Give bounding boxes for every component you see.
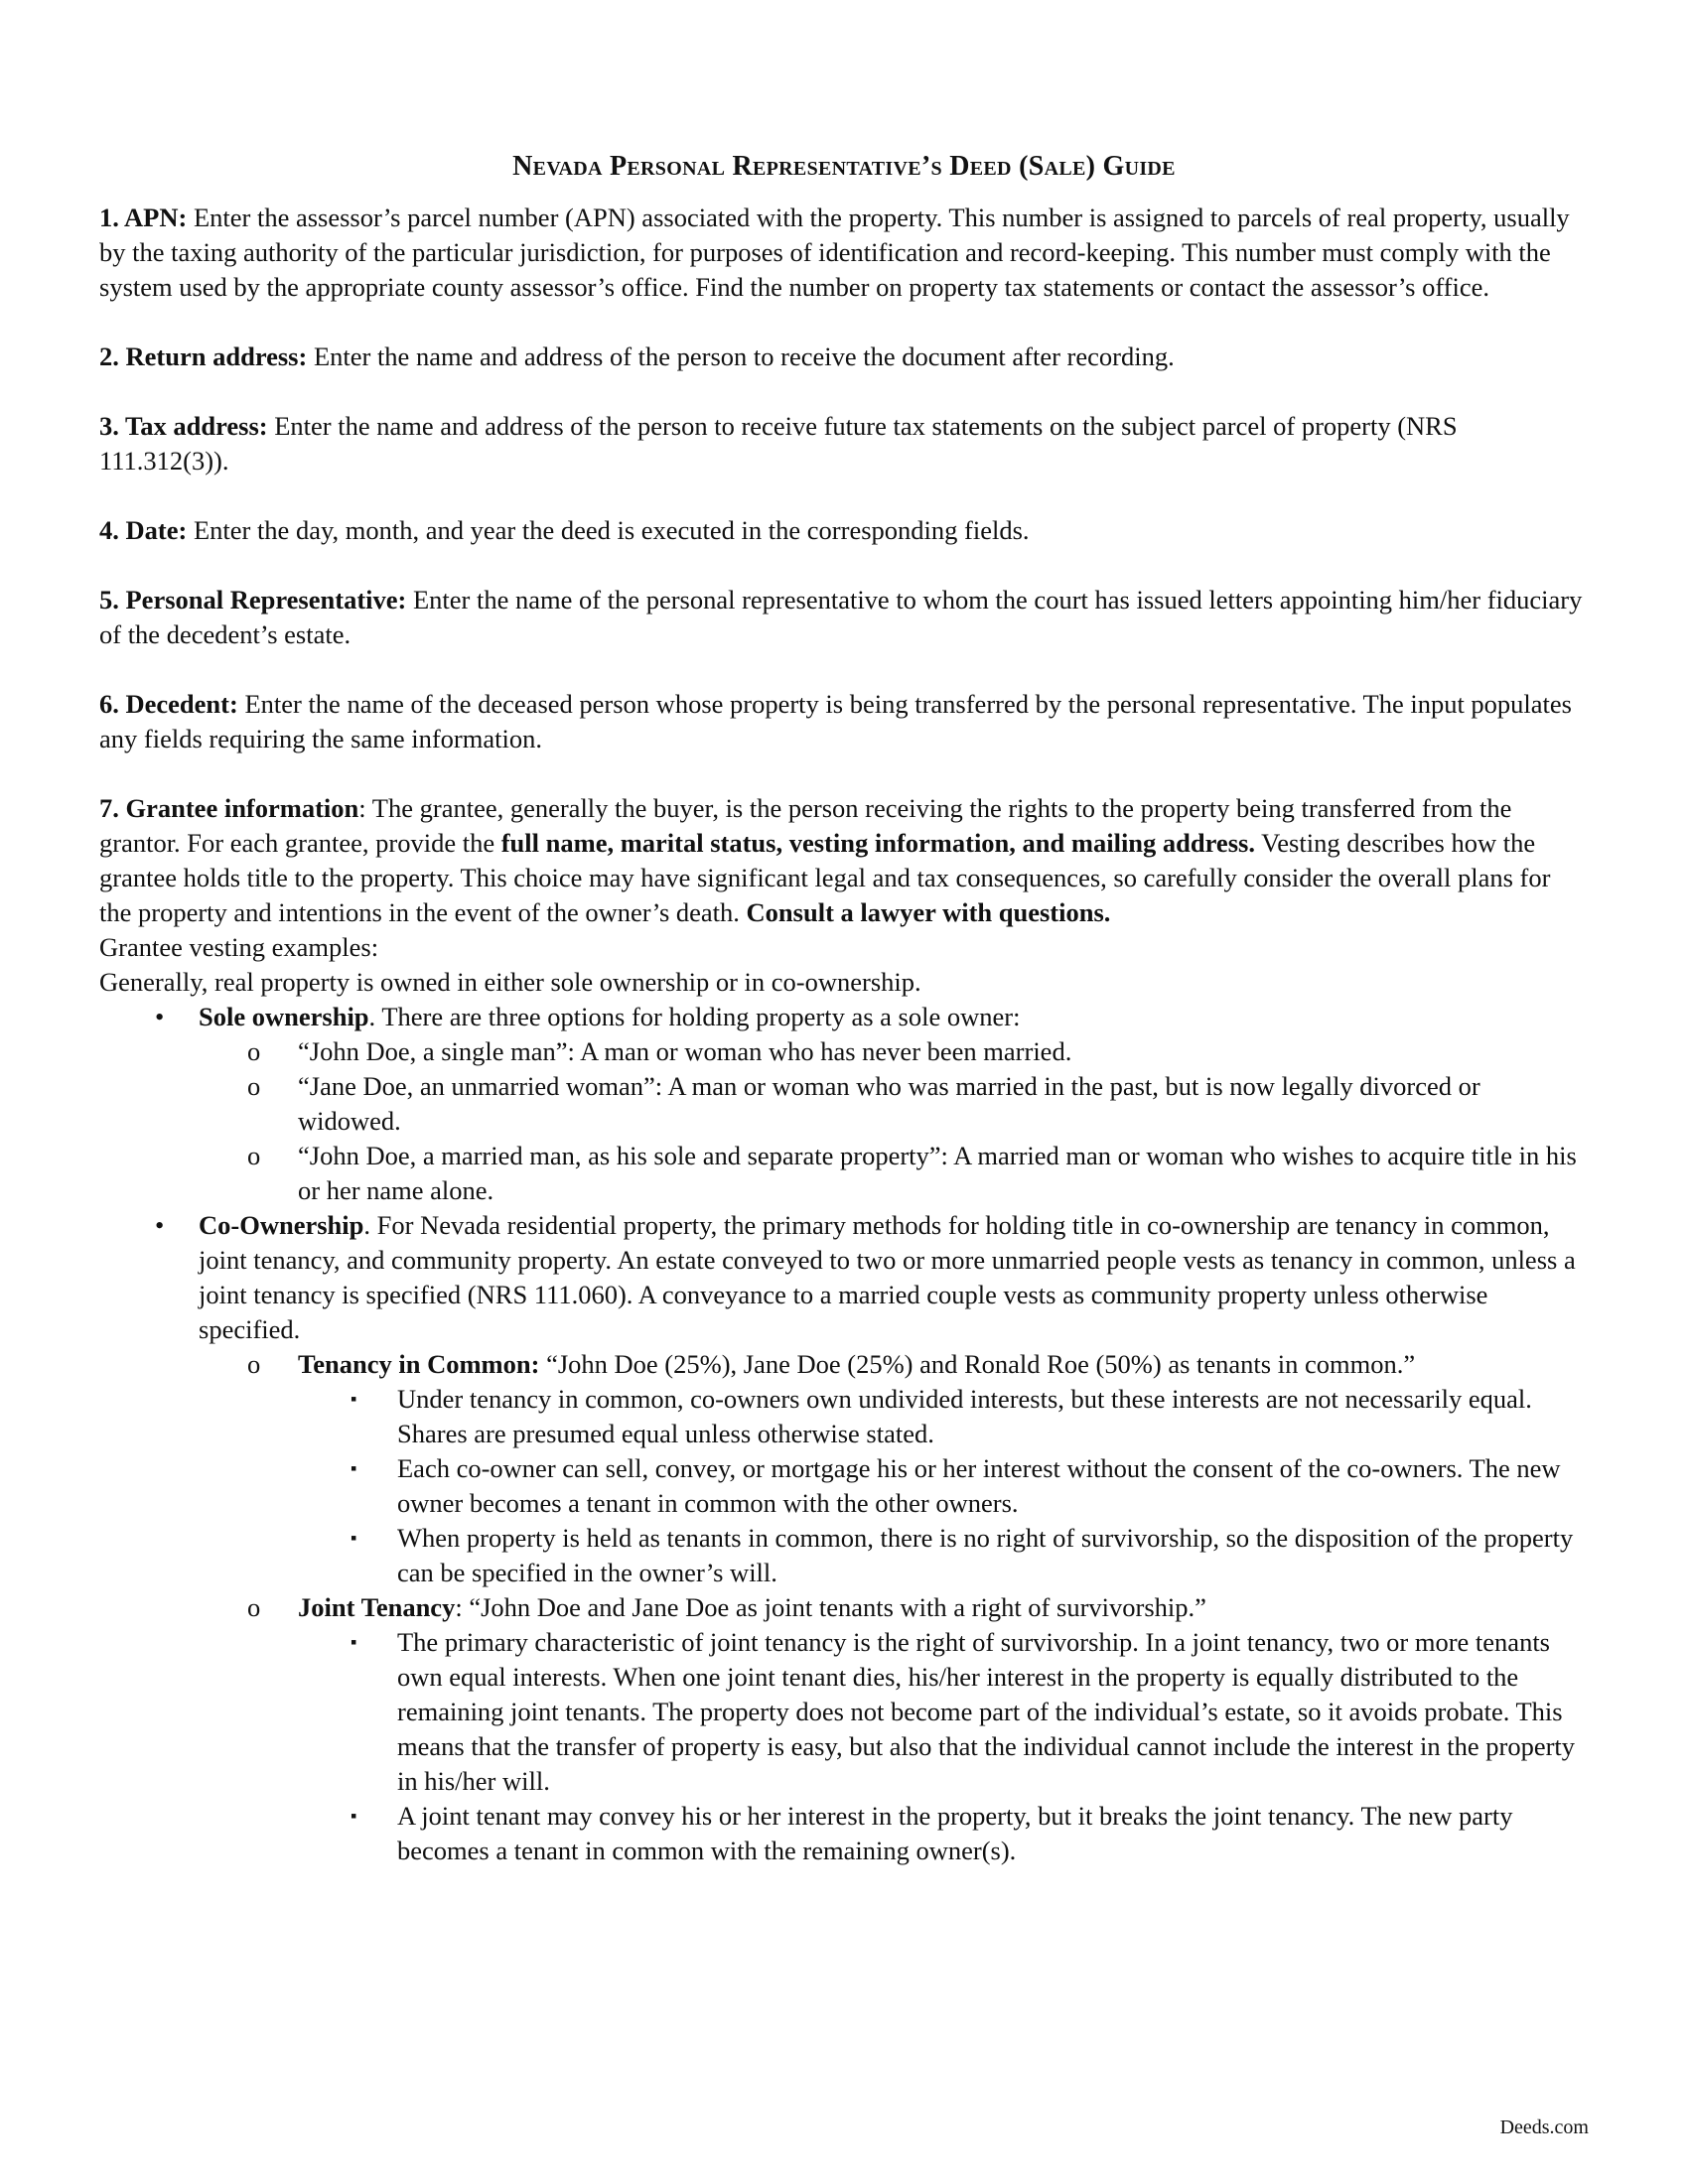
square-marker: ▪ [351, 1528, 357, 1548]
circle-marker: o [247, 1141, 261, 1170]
list-item-sole-ownership [99, 1000, 1589, 1034]
list-item-text: Under tenancy in common, co-owners own undivided interests, but these interests are not necessarily equal. Shares are presumed equal unless otherwise stated. [397, 1384, 1532, 1448]
section-text: Enter the name and address of the person to receive future tax statements on the subject parcel of property (NRS 111.312(3)). [99, 411, 1458, 476]
list-item-text: “John Doe (25%), Jane Doe (25%) and Ronald Roe (50%) as tenants in common.” [539, 1349, 1416, 1379]
square-marker: ▪ [351, 1632, 357, 1652]
list-item-label: Sole ownership [199, 1002, 369, 1031]
section-label: 5. Personal Representative: [99, 585, 407, 614]
list-item [99, 1034, 1589, 1069]
list-item-label: Co-Ownership [199, 1210, 364, 1240]
section-decedent [99, 687, 1589, 756]
section-text: Enter the name of the deceased person whose property is being transferred by the personal representative. The input populates any fields requiring the same information. [99, 689, 1572, 753]
section-date [99, 513, 1589, 548]
list-item-label: Tenancy in Common: [298, 1349, 540, 1379]
list-item-text: . There are three options for holding property as a sole owner: [368, 1002, 1021, 1031]
list-item-text: When property is held as tenants in common, there is no right of survivorship, so the disposition of the property can be specified in the owner’s will. [397, 1523, 1574, 1587]
list-item [99, 1799, 1589, 1868]
list-item-label: Joint Tenancy [298, 1592, 456, 1622]
document-page [99, 149, 1589, 1868]
list-item-text: A joint tenant may convey his or her interest in the property, but it breaks the joint tenancy. The new party becomes a tenant in common with the remaining owner(s). [397, 1801, 1513, 1865]
square-marker: ▪ [351, 1389, 357, 1409]
list-item [99, 1382, 1589, 1451]
consult-lawyer-note: Consult a lawyer with questions. [746, 897, 1111, 927]
section-text: Enter the name and address of the person to receive the document after recording. [307, 341, 1175, 371]
section-personal-representative [99, 583, 1589, 652]
list-item-co-ownership [99, 1208, 1589, 1347]
list-item-text: . For Nevada residential property, the primary methods for holding title in co-ownership are tenancy in common, joint tenancy, and community property. An estate conveyed to two or more unmarried people vests as tenancy in common, unless a joint tenancy is specified (NRS 111.060). A conveyance to a married couple vests as community property unless otherwise specified. [199, 1210, 1576, 1344]
section-label: 1. APN: [99, 203, 188, 232]
section-text: Vesting describes how the grantee holds title to the property. This choice may have significant legal and tax consequences, so carefully consider the overall plans for the property and intentions in the event of the owner’s death. [99, 828, 1551, 927]
list-item-text: Each co-owner can sell, convey, or mortgage his or her interest without the consent of the co-owners. The new owner becomes a tenant in common with the other owners. [397, 1453, 1561, 1518]
square-marker: ▪ [351, 1458, 357, 1478]
section-apn [99, 201, 1589, 305]
section-label: 3. Tax address: [99, 411, 268, 441]
circle-marker: o [247, 1349, 261, 1379]
bullet-marker: • [155, 1002, 165, 1031]
section-label: 6. Decedent: [99, 689, 238, 719]
section-return-address [99, 340, 1589, 374]
section-grantee [99, 791, 1589, 930]
list-item-tenancy-in-common [99, 1347, 1589, 1382]
document-title: Nevada Personal Representative’s Deed (Sale) Guide [512, 151, 1176, 182]
section-text: Enter the name of the personal representative to whom the court has issued letters appointing him/her fiduciary of the decedent’s estate. [99, 585, 1583, 649]
list-item-joint-tenancy [99, 1590, 1589, 1625]
section-text: Enter the day, month, and year the deed is executed in the corresponding fields. [187, 515, 1030, 545]
section-emphasis: full name, marital status, vesting information, and mailing address. [500, 828, 1255, 858]
vesting-list [99, 1000, 1589, 1868]
section-text: Enter the assessor’s parcel number (APN) associated with the property. This number is assigned to parcels of real property, usually by the taxing authority of the particular jurisdiction, for purposes of identification and record-keeping. This number must comply with the system used by the appropriate county assessor’s office. Find the number on property tax statements or contact the assessor’s office. [99, 203, 1570, 302]
circle-marker: o [247, 1071, 261, 1101]
section-label: 4. Date: [99, 515, 188, 545]
circle-marker: o [247, 1592, 261, 1622]
list-item-text: “John Doe, a married man, as his sole and separate property”: A married man or woman who wishes to acquire title in his or her name alone. [298, 1141, 1577, 1205]
section-tax-address [99, 409, 1589, 478]
footer-brand: Deeds.com [1499, 2116, 1589, 2138]
section-label: 7. Grantee information [99, 793, 359, 823]
list-item [99, 1521, 1589, 1590]
list-item-text: “John Doe, a single man”: A man or woman who has never been married. [298, 1036, 1072, 1066]
circle-marker: o [247, 1036, 261, 1066]
bullet-marker: • [155, 1210, 165, 1240]
list-item [99, 1625, 1589, 1799]
list-item-text: : “John Doe and Jane Doe as joint tenants with a right of survivorship.” [455, 1592, 1206, 1622]
list-item-text: “Jane Doe, an unmarried woman”: A man or woman who was married in the past, but is now legally divorced or widowed. [298, 1071, 1480, 1136]
list-item [99, 1451, 1589, 1521]
section-text: : The grantee, generally the buyer, is the person receiving the rights to the property being transferred from the grantor. For each grantee, provide the [99, 793, 1512, 858]
vesting-intro: Generally, real property is owned in either sole ownership or in co-ownership. [99, 967, 921, 997]
vesting-examples-heading: Grantee vesting examples: [99, 932, 379, 962]
list-item-text: The primary characteristic of joint tenancy is the right of survivorship. In a joint tenancy, two or more tenants own equal interests. When one joint tenant dies, his/her interest in the property is equally distributed to the remaining joint tenants. The property does not become part of the individual’s estate, so it avoids probate. This means that the transfer of property is easy, but also that the individual cannot include the interest in the property in his/her will. [397, 1627, 1576, 1796]
list-item [99, 1069, 1589, 1139]
list-item [99, 1139, 1589, 1208]
section-label: 2. Return address: [99, 341, 308, 371]
square-marker: ▪ [351, 1806, 357, 1826]
